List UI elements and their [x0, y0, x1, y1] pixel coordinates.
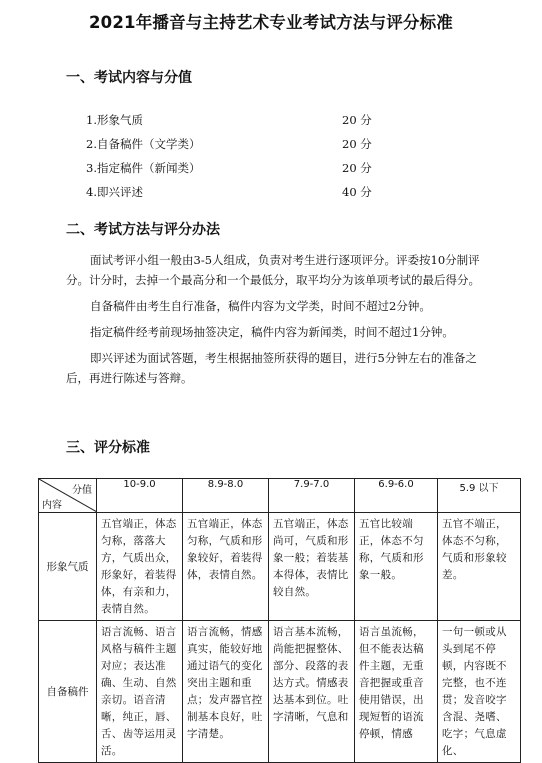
table-cell: 语言虽流畅，但不能表达稿件主题，无重音把握或重音使用错误，出现短暂的语流停顿，情感: [355, 621, 438, 763]
score-item: [86, 136, 386, 152]
paragraph: 面试考评小组一般由3-5人组成，负责对考生进行逐项评分。评委按10分制评分。计分时，去掉一个最高分和一个最低分，取平均分为该单项考试的最后得分。: [66, 253, 480, 287]
table-cell: 五官端正，体态尚可，气质和形象一般；着装基本得体，表情比较自然。: [269, 513, 355, 621]
table-cell: 五官不端正，体态不匀称，气质和形象较差。: [438, 513, 521, 621]
corner-cell: [39, 479, 97, 513]
score-item-value: 20 分: [342, 137, 372, 151]
score-item-label: 2.自备稿件（文学类）: [86, 137, 201, 151]
score-item-value: 40 分: [342, 185, 372, 199]
table-cell: 语言流畅，情感真实，能较好地通过语气的变化突出主题和重点；发声器官控制基本良好，吐字清楚。: [183, 621, 269, 763]
corner-label-score: 分值: [72, 485, 92, 496]
corner-label-content: 内容: [42, 500, 62, 511]
section-3-heading: 三、评分标准: [66, 440, 150, 456]
row-label: 自备稿件: [39, 621, 97, 763]
section-1-heading: 一、考试内容与分值: [66, 70, 192, 86]
table-cell: 一句一顿或从头到尾不停顿，内容既不完整，也不连贯；发音咬字含混、尧嗜、吃字；气息虚化、: [438, 621, 521, 763]
score-level: 6.9-6.0: [355, 479, 438, 513]
row-label: 形象气质: [39, 513, 97, 621]
table-cell: 语言基本流畅，尚能把握整体、部分、段落的表达方式。情感表达基本到位。吐字清晰，气息和: [269, 621, 355, 763]
method-paragraphs: [66, 250, 491, 388]
table-row: [39, 513, 521, 621]
table-header-row: [39, 479, 521, 513]
scoring-table: [38, 478, 521, 763]
paragraph: 指定稿件经考前现场抽签决定，稿件内容为新闻类，时间不超过1分钟。: [90, 325, 454, 339]
score-level: 5.9 以下: [438, 479, 521, 513]
score-item-label: 1.形象气质: [86, 113, 143, 127]
score-level: 8.9-8.0: [183, 479, 269, 513]
score-item: [86, 112, 386, 128]
score-item-value: 20 分: [342, 113, 372, 127]
document-title: 2021年播音与主持艺术专业考试方法与评分标准: [88, 13, 454, 32]
score-level: 10-9.0: [97, 479, 183, 513]
score-item: [86, 160, 386, 176]
score-item-value: 20 分: [342, 161, 372, 175]
paragraph: 即兴评述为面试答题，考生根据抽签所获得的题目，进行5分钟左右的准备之后，再进行陈述与答辩。: [66, 351, 477, 385]
table-cell: 五官端正，体态匀称，气质和形象较好，着装得体，表情自然。: [183, 513, 269, 621]
table-row: [39, 621, 521, 763]
section-2-heading: 二、考试方法与评分办法: [66, 222, 220, 238]
table-cell: 五官端正，体态匀称，落落大方，气质出众，形象好，着装得体，有亲和力，表情自然。: [97, 513, 183, 621]
score-level: 7.9-7.0: [269, 479, 355, 513]
table-cell: 语言流畅、语言风格与稿件主题对应；表达准确、生动、自然亲切。语音清晰，纯正，唇、舌、齿等运用灵活。: [97, 621, 183, 763]
paragraph: 自备稿件由考生自行准备，稿件内容为文学类，时间不超过2分钟。: [90, 299, 431, 313]
score-item-label: 3.指定稿件（新闻类）: [86, 161, 201, 175]
score-item: [86, 184, 386, 200]
table-cell: 五官比较端正，体态不匀称，气质和形象一般。: [355, 513, 438, 621]
score-item-label: 4.即兴评述: [86, 185, 143, 199]
